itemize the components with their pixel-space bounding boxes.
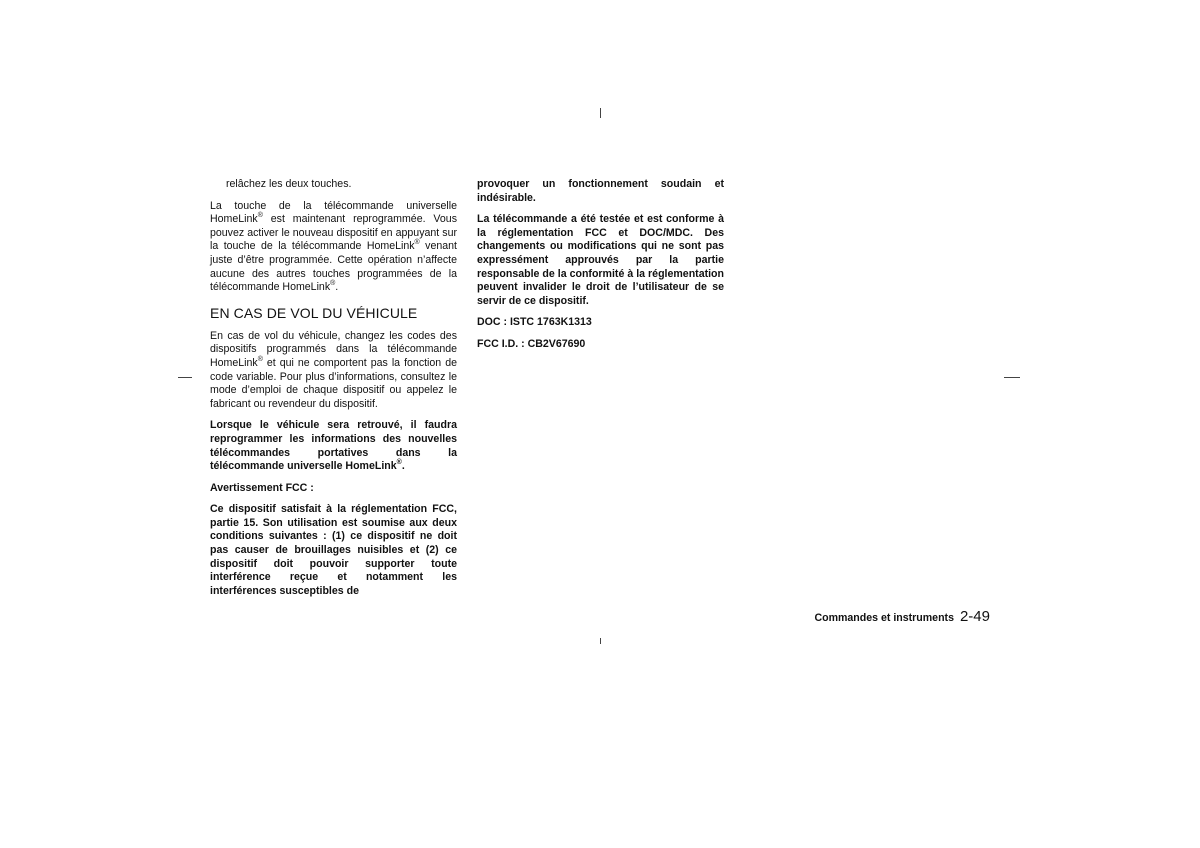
section-heading-theft: EN CAS DE VOL DU VÉHICULE xyxy=(210,304,418,321)
text-segment: et qui ne comportent pas la fonction de code variable. Pour plus d’informations, consultez le mode d’emploi de chaque dispositif ou appelez le fabricant ou revendeur du dispositif. xyxy=(210,356,457,410)
paragraph-fcc-conditions: Ce dispositif satisfait à la réglementation FCC, partie 15. Son utilisation est soumise aux deux conditions suivantes : (1) ce dispositif ne doit pas causer de brouillages nuisibles et (2) ce dispositif doit pouvoir supporter toute interférence reçue et notamment les interférences susceptibles de xyxy=(210,503,457,597)
text-segment: En cas de vol du véhicule, changez les codes des dispositifs programmés dans la télécommande HomeLink xyxy=(210,329,457,369)
page-number: 2-49 xyxy=(959,608,990,625)
text-segment: Lorsque le véhicule sera retrouvé, il faudra reprogrammer les informations des nouvelles télécommandes portatives dans la télécommande universelle HomeLink xyxy=(210,419,457,473)
text-segment: venant juste d’être programmée. Cette opération n’affecte aucune des autres touches programmées de la télécommande HomeLink xyxy=(210,240,457,294)
crop-mark-right xyxy=(1004,377,1020,378)
fcc-warning-heading: Avertissement FCC : xyxy=(210,481,314,494)
registered-mark: ® xyxy=(396,459,402,467)
text-segment: La touche de la télécommande universelle HomeLink xyxy=(210,199,457,226)
registered-mark: ® xyxy=(257,355,263,363)
crop-mark-bottom xyxy=(600,638,601,644)
page-footer xyxy=(814,608,990,625)
paragraph-reprogrammed xyxy=(210,200,457,295)
crop-mark-top xyxy=(600,108,601,118)
crop-mark-left xyxy=(178,377,192,378)
registered-mark: ® xyxy=(257,212,263,220)
left-column xyxy=(210,178,457,606)
doc-code: DOC : ISTC 1763K1313 xyxy=(477,316,592,329)
text-segment: est maintenant reprogrammée. Vous pouvez activer le nouveau dispositif en appuyant sur la touche de la télécommande HomeLink xyxy=(210,213,457,253)
right-column xyxy=(477,178,724,360)
text-segment: . xyxy=(401,460,405,473)
paragraph-release-buttons: relâchez les deux touches. xyxy=(226,178,352,190)
paragraph-theft xyxy=(210,330,457,412)
paragraph-recovered xyxy=(210,419,457,473)
text-segment: . xyxy=(335,281,339,294)
registered-mark: ® xyxy=(330,280,336,288)
registered-mark: ® xyxy=(414,239,420,247)
fcc-id: FCC I.D. : CB2V67690 xyxy=(477,337,586,350)
paragraph-fcc-continued: provoquer un fonctionnement soudain et indésirable. xyxy=(477,178,724,204)
footer-section-title: Commandes et instruments xyxy=(814,612,954,624)
paragraph-compliance: La télécommande a été testée et est conforme à la réglementation FCC et DOC/MDC. Des changements ou modifications qui ne sont pas expressément approuvés par la partie responsable de la conformité à la réglementation peuvent invalider le droit de l’utilisateur de se servir de ce dispositif. xyxy=(477,213,724,307)
